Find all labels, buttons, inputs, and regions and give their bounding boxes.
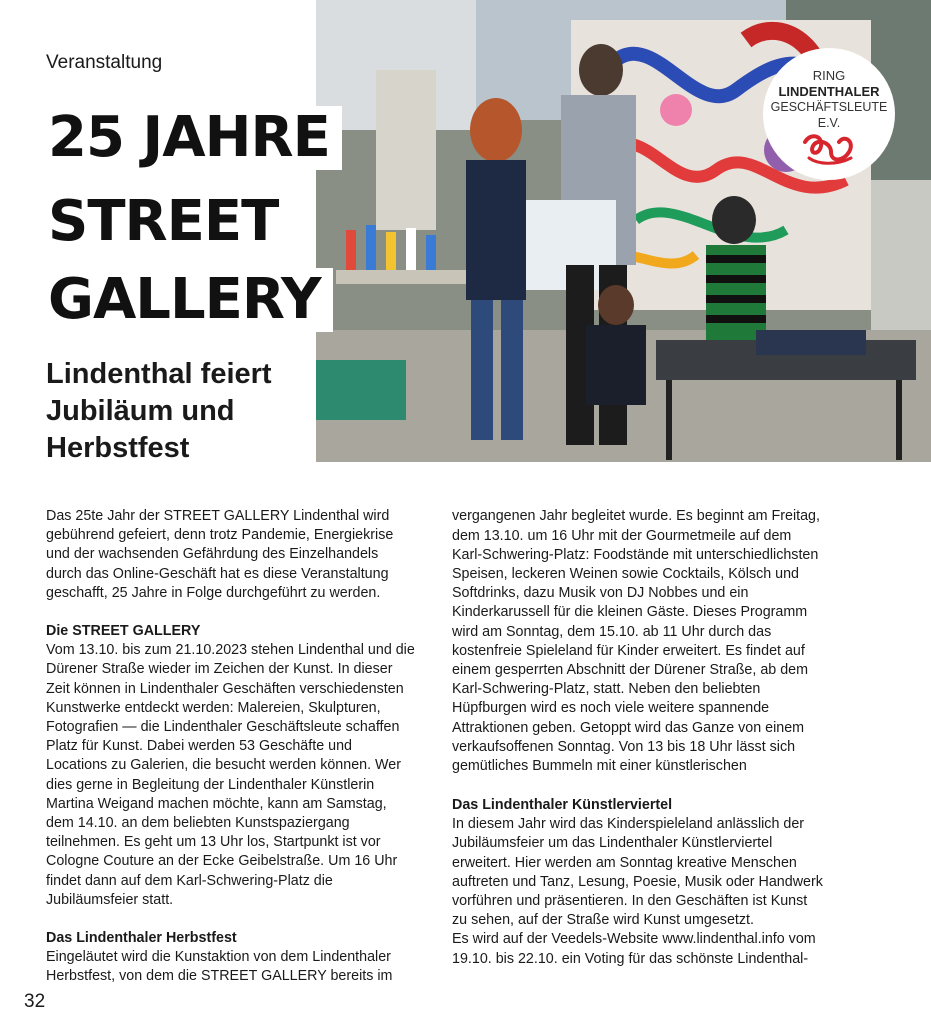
logo-line-geschaeftsleute: GESCHÄFTSLEUTE <box>770 100 888 114</box>
logo-line-ev: E.V. <box>817 116 841 130</box>
logo-line-lindenthaler: LINDENTHALER <box>778 84 880 99</box>
article-column-1 <box>46 507 416 986</box>
page-number: 32 <box>24 991 46 1012</box>
section-heading-kuenstlerviertel: Das Lindenthaler Künstlerviertel <box>452 797 673 813</box>
article-subtitle: Lindenthal feiert Jubiläum und Herbstfest <box>46 358 272 464</box>
title-line-3-box <box>36 268 333 332</box>
section-heading-herbstfest: Das Lindenthaler Herbstfest <box>46 930 237 947</box>
herbstfest-continuation <box>452 507 824 777</box>
title-line-1: 25 JAHRE <box>48 105 330 170</box>
section-heading-street-gallery: Die STREET GALLERY <box>46 623 201 640</box>
ring-lindenthaler-logo <box>763 48 895 180</box>
category-kicker: Veranstaltung <box>46 52 163 73</box>
intro-paragraph: Das 25te Jahr der STREET GALLERY Lindenthal wird gebührend gefeiert, denn trotz Pandemie, Energiekrise und der wachsenden Gefährdung des Einzelhandels durch das Online-Geschäft hat es diese Veranstaltung geschafft, 25 Jahre in Folge durchgeführt zu werden. <box>46 508 394 601</box>
article-column-2 <box>452 507 824 969</box>
section-street-gallery-text: Vom 13.10. bis zum 21.10.2023 stehen Lindenthal und die Dürener Straße wieder im Zeichen der Kunst. In dieser Zeit können in Lindenthaler Geschäften verschiedensten Kunstwerke entdeckt werden: Malereien, Skulpturen, Fotografien — die Lindenthaler Geschäftsleute schaffen Platz für Kunst. Dabei werden 53 Geschäfte und Locations zu Galerien, die besucht werden können. Wer dies gerne in Begleitung der Lindenthaler Künstlerin Martina Weigand machen möchte, kann am Samstag, dem 14.10. an dem beliebten Kunstspaziergang teilnehmen. Es geht um 13 Uhr los, Startpunkt ist vor Cologne Couture an der Ecke Geibelstraße. Um 16 Uhr findet dann auf dem Karl-Schwering-Platz die Jubiläumsfeier statt. <box>46 642 415 908</box>
logo-line-ring: RING <box>812 68 846 83</box>
section-herbstfest-text-continued: vergangenen Jahr begleitet wurde. Es beginnt am Freitag, dem 13.10. um 16 Uhr mit der Gourmetmeile auf dem Karl-Schwering-Platz: Foodstände mit unterschiedlichsten Speisen, leckeren Weinen sowie Cocktails, Kölsch und Softdrinks, dazu Musik von DJ Nobbes und ein Kinderkarussell für die kleinen Gäste. Dieses Programm wird am Sonntag, dem 15.10. ab 11 Uhr durch das kostenfreie Spieleland für Kinder erweitert. Es findet auf einem gesperrten Abschnitt der Dürener Straße, ab dem Karl-Schwering-Platz, statt. Neben den beliebten Hüpfburgen wird es noch viele weitere spannende Attraktionen geben. Getoppt wird das Ganze von einem verkaufsoffenen Sonntag. Von 13 bis 18 Uhr lässt sich gemütliches Bummeln mit einer künstlerischen <box>452 508 820 775</box>
section-kuenstlerviertel-text-2: Es wird auf der Veedels-Website www.lindenthal.info vom 19.10. bis 22.10. ein Voting für das schönste Lindenthal- <box>452 931 816 967</box>
title-line-2: STREET <box>48 189 279 254</box>
title-line-1-box <box>36 106 342 170</box>
title-line-3: GALLERY <box>48 267 321 332</box>
title-line-2-box <box>36 190 290 254</box>
section-herbstfest-text: Eingeläutet wird die Kunstaktion von dem Lindenthaler Herbstfest, von dem die STREET GALLERY bereits im <box>46 949 393 985</box>
heart-swirl-icon <box>801 132 857 166</box>
section-kuenstlerviertel-text: In diesem Jahr wird das Kinderspieleland anlässlich der Jubiläumsfeier um das Lindenthaler Künstlerviertel erweitert. Hier werden am Sonntag kreative Menschen auftreten und Tanz, Lesung, Poesie, Musik oder Handwerk vorführen und präsentieren. In den Geschäften ist Kunst zu sehen, auf der Straße wird Kunst umgesetzt. <box>452 816 823 929</box>
